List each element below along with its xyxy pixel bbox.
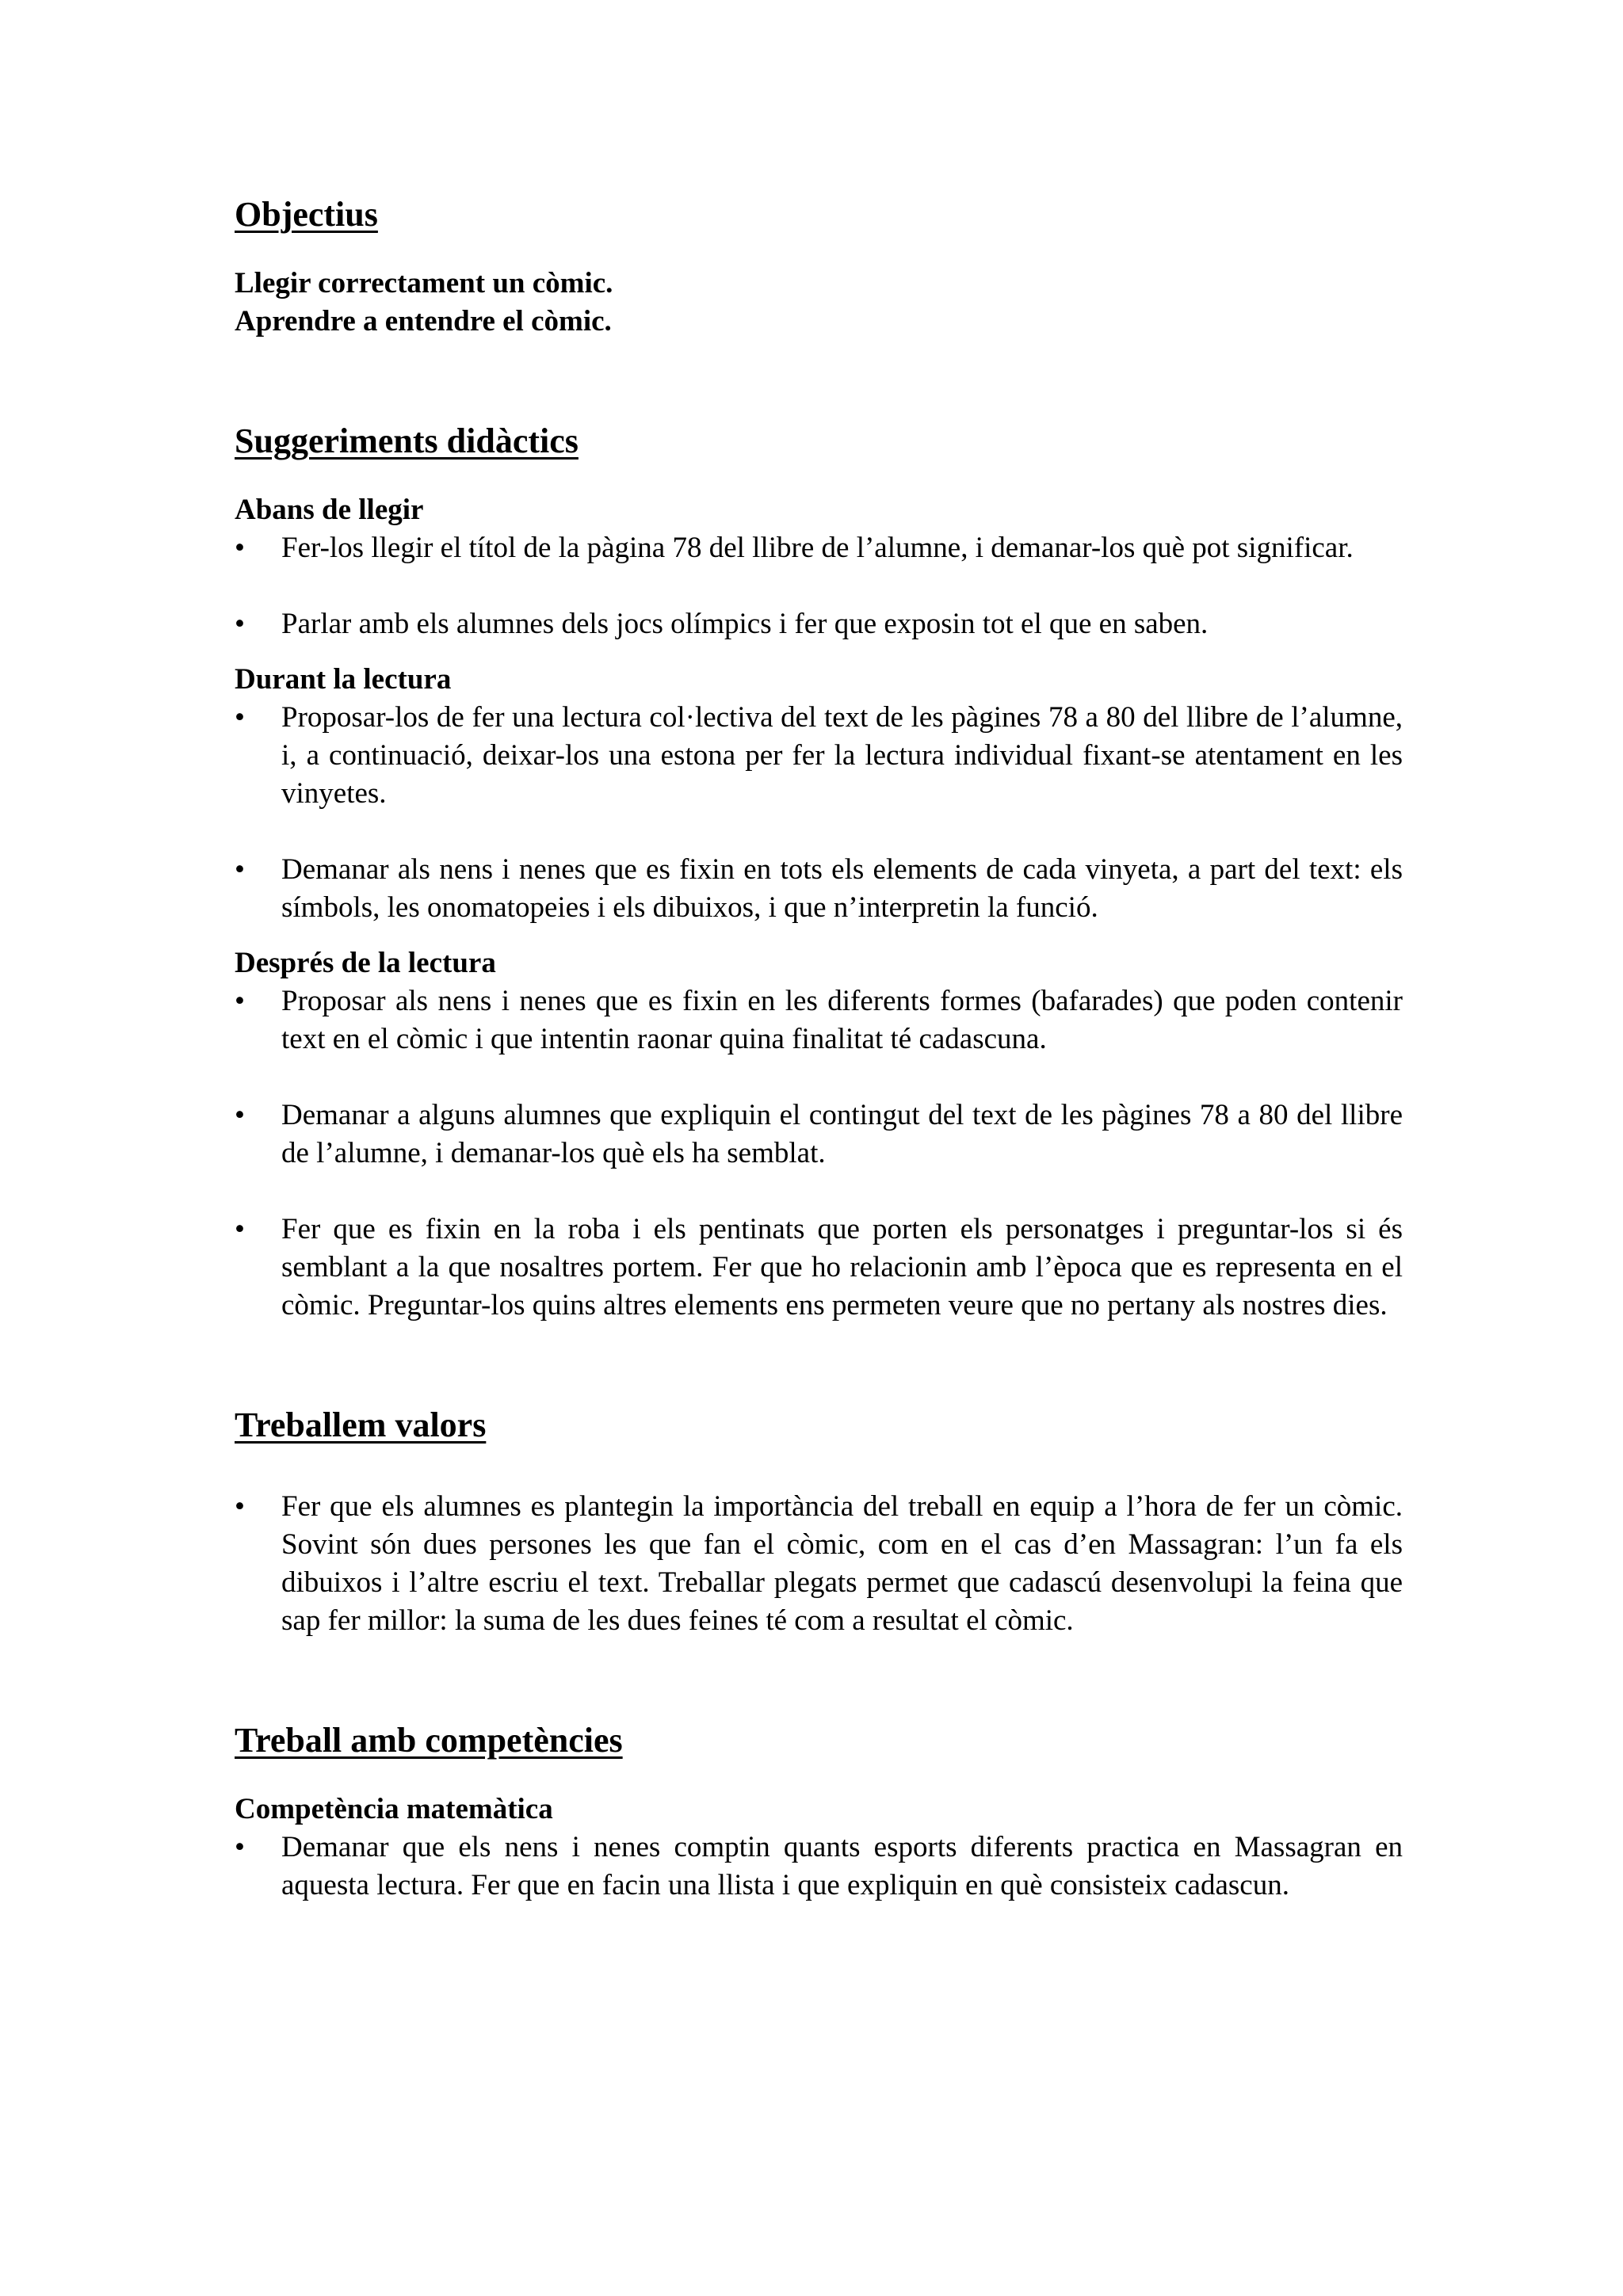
list-item-text: Fer que els alumnes es plantegin la importància del treball en equip a l’hora de fer un còmic. Sovint són dues persones les que fan el còmic, com en el cas d’en Massagran: l’un fa els dibuixos i l’altre escriu el text. Treballar plegats permet que cadascú desenvolupi la feina que sap fer millor: la suma de les dues feines té com a resultat el còmic.: [281, 1490, 1403, 1637]
list-item-text: Proposar als nens i nenes que es fixin en les diferents formes (bafarades) que poden contenir text en el còmic i que intentin raonar quina finalitat té cadascuna.: [281, 985, 1403, 1055]
list-gap: [235, 567, 1403, 605]
bullet-icon: •: [235, 701, 245, 734]
list-despres: [235, 982, 1403, 1325]
list-item: [235, 982, 1403, 1058]
list-item-text: Fer que es fixin en la roba i els pentinats que porten els personatges i preguntar-los si és semblant a la que nosaltres portem. Fer que ho relacionin amb l’època que es representa en el còmic. Preguntar-los quins altres elements ens permeten veure que no pertany als nostres dies.: [281, 1213, 1403, 1322]
list-abans: [235, 529, 1403, 643]
list-matematica: [235, 1829, 1403, 1905]
bullet-icon: •: [235, 985, 245, 1017]
section-title-suggeriments: Suggeriments didàctics: [235, 421, 579, 460]
list-item: [235, 699, 1403, 813]
goal-item: Llegir correctament un còmic.: [235, 267, 613, 299]
list-valors: [235, 1488, 1403, 1640]
bullet-icon: •: [235, 1490, 245, 1523]
subheading-despres: Després de la lectura: [235, 947, 496, 979]
bullet-icon: •: [235, 1099, 245, 1131]
list-item-text: Proposar-los de fer una lectura col·lectiva del text de les pàgines 78 a 80 del llibre de l’alumne, i, a continuació, deixar-los una estona per fer la lectura individual fixant-se atentament en les vinyetes.: [281, 701, 1403, 810]
list-durant: [235, 699, 1403, 927]
list-item-text: Demanar que els nens i nenes comptin quants esports diferents practica en Massagran en aquesta lectura. Fer que en facin una llista i que expliquin en què consisteix cadascun.: [281, 1831, 1403, 1901]
list-item: [235, 1211, 1403, 1325]
list-item-text: Demanar a alguns alumnes que expliquin el contingut del text de les pàgines 78 a 80 del llibre de l’alumne, i demanar-los què els ha semblat.: [281, 1099, 1403, 1169]
subheading-matematica: Competència matemàtica: [235, 1793, 553, 1825]
bullet-icon: •: [235, 853, 245, 886]
bullet-icon: •: [235, 1213, 245, 1245]
list-item-text: Parlar amb els alumnes dels jocs olímpics i fer que exposin tot el que en saben.: [281, 608, 1209, 640]
list-gap: [235, 813, 1403, 851]
list-gap: [235, 1173, 1403, 1211]
section-title-competencies: Treball amb competències: [235, 1721, 623, 1760]
list-gap: [235, 1058, 1403, 1097]
list-item: [235, 529, 1403, 567]
subheading-abans: Abans de llegir: [235, 494, 424, 526]
list-item: [235, 1829, 1403, 1905]
bullet-icon: •: [235, 1831, 245, 1863]
section-title-valors: Treballem valors: [235, 1405, 487, 1444]
list-item: [235, 1097, 1403, 1173]
list-item: [235, 605, 1403, 643]
bullet-icon: •: [235, 608, 245, 640]
list-item: [235, 851, 1403, 927]
goal-item: Aprendre a entendre el còmic.: [235, 305, 612, 338]
list-item-text: Demanar als nens i nenes que es fixin en tots els elements de cada vinyeta, a part del text: els símbols, les onomatopeies i els dibuixos, i que n’interpretin la funció.: [281, 853, 1403, 924]
list-item: [235, 1488, 1403, 1640]
bullet-icon: •: [235, 532, 245, 564]
section-title-objectius: Objectius: [235, 195, 378, 234]
document-page: [235, 190, 1403, 1905]
subheading-durant: Durant la lectura: [235, 663, 452, 696]
list-item-text: Fer-los llegir el títol de la pàgina 78 del llibre de l’alumne, i demanar-los què pot significar.: [281, 532, 1354, 564]
